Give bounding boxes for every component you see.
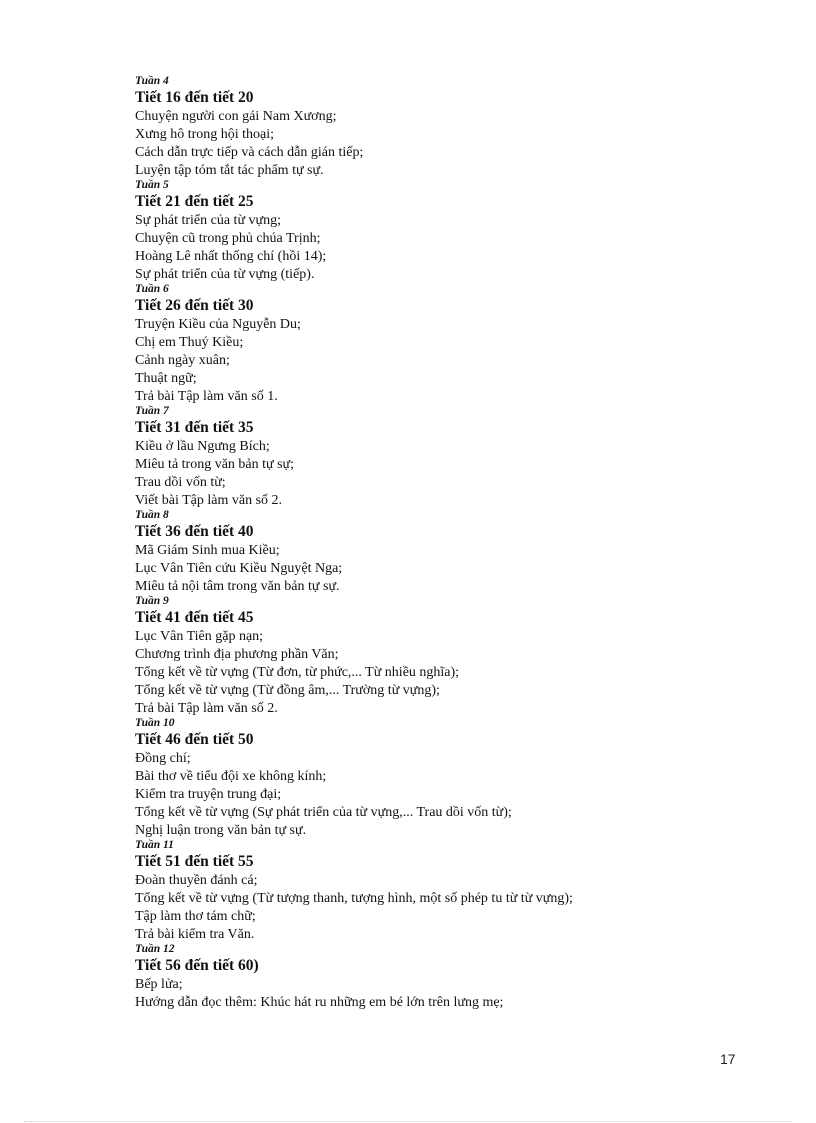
document-content xyxy=(135,76,755,1012)
period-heading: Tiết 16 đến tiết 20 xyxy=(135,89,254,106)
lesson-item: Lục Vân Tiên cứu Kiều Nguyệt Nga; xyxy=(135,561,343,576)
period-heading: Tiết 46 đến tiết 50 xyxy=(135,731,254,748)
lesson-item: Truyện Kiều của Nguyễn Du; xyxy=(135,317,301,332)
lesson-item: Luyện tập tóm tắt tác phẩm tự sự. xyxy=(135,163,324,178)
lesson-item: Tổng kết về từ vựng (Từ đơn, từ phức,... Từ nhiều nghĩa); xyxy=(135,665,460,680)
lesson-item: Lục Vân Tiên gặp nạn; xyxy=(135,629,264,644)
lesson-item: Tổng kết về từ vựng (Từ tượng thanh, tượng hình, một số phép tu từ từ vựng); xyxy=(135,891,573,906)
week-section xyxy=(135,718,755,840)
lesson-item: Miêu tả nội tâm trong văn bản tự sự. xyxy=(135,579,340,594)
lesson-item: Kiều ở lầu Ngưng Bích; xyxy=(135,439,270,454)
lesson-item: Viết bài Tập làm văn số 2. xyxy=(135,493,283,508)
lesson-item: Hướng dẫn đọc thêm: Khúc hát ru những em bé lớn trên lưng mẹ; xyxy=(135,995,504,1010)
lesson-item: Tổng kết về từ vựng (Từ đồng âm,... Trường từ vựng); xyxy=(135,683,440,698)
week-section xyxy=(135,944,755,1012)
week-heading: Tuần 6 xyxy=(135,283,169,295)
lesson-item: Tổng kết về từ vựng (Sự phát triển của từ vựng,... Trau dồi vốn từ); xyxy=(135,805,512,820)
period-heading: Tiết 56 đến tiết 60) xyxy=(135,957,259,974)
lesson-item: Chuyện cũ trong phủ chúa Trịnh; xyxy=(135,231,321,246)
week-section xyxy=(135,284,755,406)
lesson-item: Nghị luận trong văn bản tự sự. xyxy=(135,823,307,838)
lesson-item: Xưng hô trong hội thoại; xyxy=(135,127,275,142)
lesson-item: Bài thơ về tiểu đội xe không kính; xyxy=(135,769,327,784)
lesson-item: Trau dồi vốn từ; xyxy=(135,475,226,490)
week-heading: Tuần 8 xyxy=(135,509,169,521)
lesson-item: Sự phát triển của từ vựng (tiếp). xyxy=(135,267,315,282)
lesson-item: Thuật ngữ; xyxy=(135,371,197,386)
week-section xyxy=(135,76,755,180)
lesson-item: Chương trình địa phương phần Văn; xyxy=(135,647,339,662)
lesson-item: Bếp lửa; xyxy=(135,977,183,992)
week-section xyxy=(135,180,755,284)
lesson-item: Miêu tả trong văn bản tự sự; xyxy=(135,457,295,472)
period-heading: Tiết 21 đến tiết 25 xyxy=(135,193,254,210)
period-heading: Tiết 31 đến tiết 35 xyxy=(135,419,254,436)
lesson-item: Cách dẫn trực tiếp và cách dẫn gián tiếp; xyxy=(135,145,364,160)
page-number: 17 xyxy=(720,1051,736,1067)
period-heading: Tiết 36 đến tiết 40 xyxy=(135,523,254,540)
week-heading: Tuần 9 xyxy=(135,595,169,607)
week-heading: Tuần 4 xyxy=(135,75,169,87)
lesson-item: Sự phát triển của từ vựng; xyxy=(135,213,282,228)
week-heading: Tuần 10 xyxy=(135,717,175,729)
week-heading: Tuần 12 xyxy=(135,943,175,955)
week-section xyxy=(135,596,755,718)
lesson-item: Cảnh ngày xuân; xyxy=(135,353,230,368)
lesson-item: Mã Giám Sinh mua Kiều; xyxy=(135,543,280,558)
week-heading: Tuần 11 xyxy=(135,839,174,851)
lesson-item: Đoàn thuyền đánh cá; xyxy=(135,873,258,888)
lesson-item: Kiểm tra truyện trung đại; xyxy=(135,787,282,802)
lesson-item: Tập làm thơ tám chữ; xyxy=(135,909,256,924)
week-section xyxy=(135,406,755,510)
period-heading: Tiết 41 đến tiết 45 xyxy=(135,609,254,626)
lesson-item: Trả bài Tập làm văn số 1. xyxy=(135,389,278,404)
week-heading: Tuần 7 xyxy=(135,405,169,417)
lesson-item: Hoàng Lê nhất thống chí (hồi 14); xyxy=(135,249,327,264)
lesson-item: Chị em Thuý Kiều; xyxy=(135,335,244,350)
lesson-item: Đồng chí; xyxy=(135,751,191,766)
week-heading: Tuần 5 xyxy=(135,179,169,191)
lesson-item: Chuyện người con gái Nam Xương; xyxy=(135,109,337,124)
period-heading: Tiết 26 đến tiết 30 xyxy=(135,297,254,314)
week-section xyxy=(135,510,755,596)
lesson-item: Trả bài Tập làm văn số 2. xyxy=(135,701,278,716)
page-bottom-divider xyxy=(24,1121,792,1122)
week-section xyxy=(135,840,755,944)
lesson-item: Trả bài kiểm tra Văn. xyxy=(135,927,255,942)
period-heading: Tiết 51 đến tiết 55 xyxy=(135,853,254,870)
